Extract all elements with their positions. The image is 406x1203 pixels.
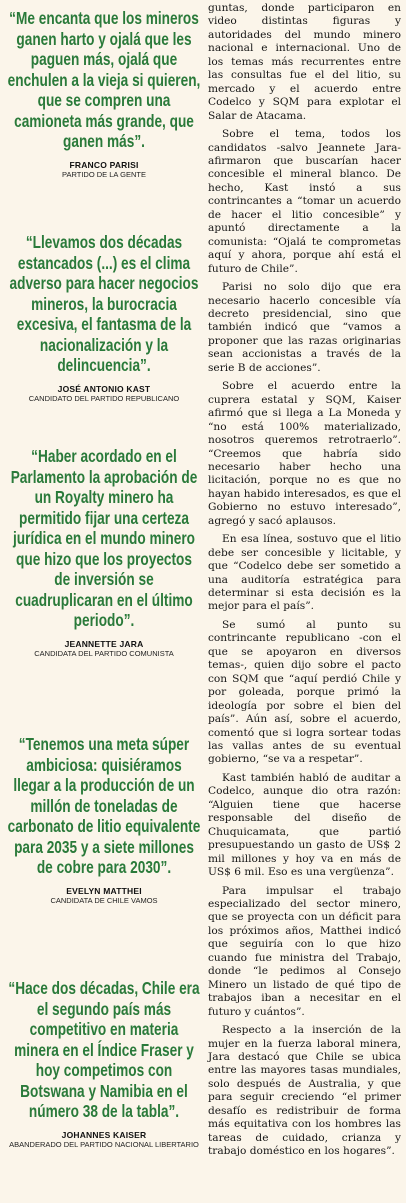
quote-author: JOHANNES KAISER: [61, 1129, 147, 1140]
quote-kaiser: [6, 978, 202, 1149]
quote-parisi: [6, 8, 202, 179]
quote-text: “Hace dos décadas, Chile era el segundo país más competitivo en materia minera en el Índice Fraser y hoy competimos con Botswana y Namibia en el número 38 de la tabla”.: [8, 978, 200, 1121]
quote-jara: [6, 446, 202, 658]
article-paragraph: En esa línea, sostuvo que el litio debe ser concesible y licitable, y que “Codelco debe ser sometido a una auditoría estratégica para determinar si esta decisión es la mejor para el país”.: [208, 533, 401, 613]
candidate-quotes-column: [6, 0, 202, 1203]
article-paragraph: Parisi no solo dijo que era necesario hacerlo concesible vía decreto presidencial, sino que también indicó que “vamos a proponer que las razas originarias sean accionistas a través de la serie B de acciones”.: [208, 281, 401, 374]
quote-text: “Haber acordado en el Parlamento la aprobación de un Royalty minero ha permitido fijar una certeza jurídica en el mundo minero que hizo que los proyectos de inversión se cuadruplicaran en el último periodo”.: [10, 446, 198, 630]
quote-author-role: CANDIDATA DE CHILE VAMOS: [50, 895, 158, 905]
quote-author: FRANCO PARISI: [69, 159, 139, 170]
article-paragraph: Respecto a la inserción de la mujer en la fuerza laboral minera, Jara destacó que Chile se ubica entre las mayores tasas mundiales, solo después de Australia, y que para seguir creciendo “el primer desafío es redistribuir de forma más equitativa con los hombres las tareas de cuidado, crianza y trabajo doméstico en los hogares”.: [208, 1024, 401, 1158]
article-paragraph: Sobre el acuerdo entre la cuprera estatal y SQM, Kaiser afirmó que si llega a La Moneda y “no está 100% materializado, nosotros queremos retrotraerlo”. “Creemos que habría sido necesario haber hecho una licitación, porque no es que no hayan habido interesados, es que el Gobierno no estuvo interesado”, agregó y sacó aplausos.: [208, 380, 401, 527]
article-body: [208, 2, 401, 1164]
article-paragraph: Se sumó al punto su contrincante republicano -con el que se apoyaron en diversos temas-, quien dijo sobre el pacto con SQM que “aquí perdió Chile y por goleada, porque primó la ideología por sobre el bien del país”. Aún así, sobre el acuerdo, comentó que si logra sortear todas las vallas antes de su eventual gobierno, “se va a respetar”.: [208, 618, 401, 766]
quote-author: EVELYN MATTHEI: [66, 885, 142, 896]
quote-author: JEANNETTE JARA: [64, 638, 144, 649]
quote-author-role: CANDIDATO DEL PARTIDO REPUBLICANO: [28, 393, 180, 403]
article-paragraph: Kast también habló de auditar a Codelco, aunque dio otra razón: “Alguien tiene que hacerse responsable del diseño de Chuquicamata, que partió presupuestando un gasto de US$ 2 mil millones y hoy va en más de US$ 6 mil. Eso es una vergüenza”.: [208, 771, 401, 879]
article-paragraph: guntas, donde participaron en video distintas figuras y autoridades del mundo minero nacional e internacional. Uno de los temas más recurrentes entre las consultas fue el del litio, su mercado y el acuerdo entre Codelco y SQM para explotar el Salar de Atacama.: [208, 2, 401, 122]
article-paragraph: Sobre el tema, todos los candidatos -salvo Jeannete Jara- afirmaron que buscarían hacer concesible el mineral blanco. De hecho, Kast instó a sus contrincantes a “tomar un acuerdo de hacer el litio concesible” y apuntó directamente a la comunista: “Ojalá te comprometas aquí y ahora, porque ahí está el futuro de Chile”.: [208, 128, 401, 275]
quote-text: “Tenemos una meta súper ambiciosa: quisiéramos llegar a la producción de un millón de toneladas de carbonato de litio equivalente para 2035 y a siete millones de cobre para 2030”.: [7, 734, 201, 877]
article-paragraph: Para impulsar el trabajo especializado del sector minero, que se proyecta con un déficit para los próximos años, Matthei indicó que seguiría con lo que hizo cuando fue ministra del Trabajo, donde “le pedimos al Consejo Minero un listado de qué tipo de trabajos iban a necesitar en el futuro y cuántos”.: [208, 884, 401, 1018]
quote-author: JOSÉ ANTONIO KAST: [57, 383, 151, 394]
quote-text: “Me encanta que los mineros ganen harto y ojalá que les paguen más, ojalá que enchulen a la vieja si quieren, que se compren una camioneta más grande, que ganen más”.: [7, 8, 201, 151]
quote-matthei: [6, 734, 202, 905]
quote-text: “Llevamos dos décadas estancados (...) es el clima adverso para hacer negocios mineros, la burocracia excesiva, el fantasma de la nacionalización y la delincuencia”.: [9, 232, 199, 375]
quote-author-role: PARTIDO DE LA GENTE: [62, 169, 146, 179]
quote-kast: [6, 232, 202, 403]
quote-author-role: CANDIDATA DEL PARTIDO COMUNISTA: [34, 648, 174, 658]
quote-author-role: ABANDERADO DEL PARTIDO NACIONAL LIBERTARIO: [9, 1139, 199, 1149]
